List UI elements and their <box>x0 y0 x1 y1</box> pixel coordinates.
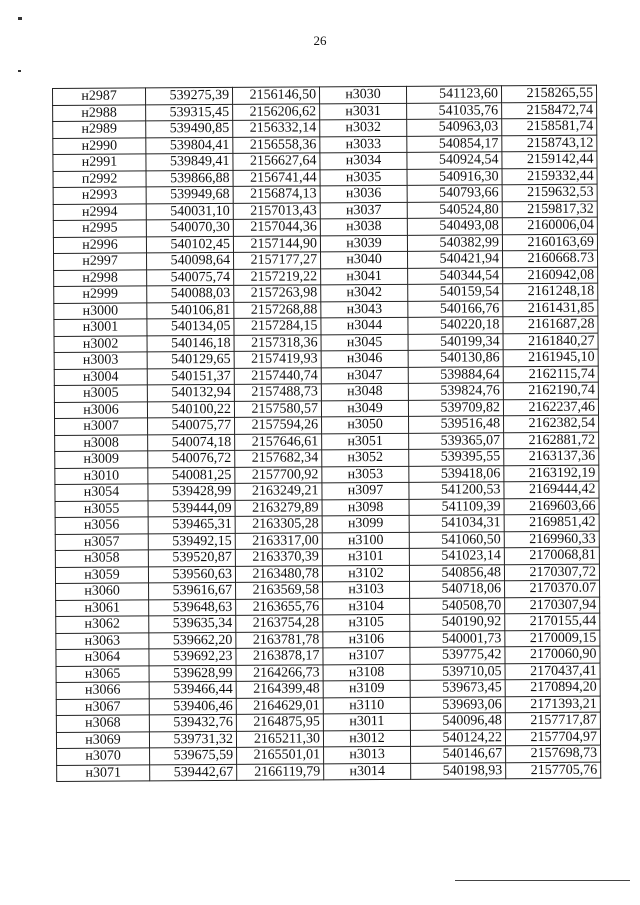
point-id-cell: н3048 <box>321 383 408 400</box>
y-coordinate-cell: 2156206,62 <box>233 103 320 120</box>
y-coordinate-cell: 2170370.07 <box>505 580 600 597</box>
x-coordinate-cell: 540129,65 <box>147 351 234 368</box>
point-id-cell: н3008 <box>55 434 148 451</box>
y-coordinate-cell: 2163878,17 <box>236 648 323 665</box>
x-coordinate-cell: 540508,70 <box>410 597 505 614</box>
x-coordinate-cell: 540001,73 <box>410 630 505 647</box>
point-id-cell: н3043 <box>321 301 408 318</box>
point-id-cell: н3055 <box>55 500 148 517</box>
point-id-cell: н3040 <box>321 251 408 268</box>
y-coordinate-cell: 2158265,55 <box>501 85 596 102</box>
x-coordinate-cell: 541023,14 <box>409 548 504 565</box>
y-coordinate-cell: 2158743,12 <box>502 135 597 152</box>
y-coordinate-cell: 2157219,22 <box>234 268 321 285</box>
point-id-cell: н2998 <box>54 269 147 286</box>
x-coordinate-cell: 540134,05 <box>147 318 234 335</box>
y-coordinate-cell: 2157698,73 <box>506 745 601 762</box>
x-coordinate-cell: 539692,23 <box>149 648 236 665</box>
y-coordinate-cell: 2163305,28 <box>235 516 322 533</box>
x-coordinate-cell: 540098,64 <box>147 252 234 269</box>
point-id-cell: н3098 <box>322 499 409 516</box>
y-coordinate-cell: 2157580,57 <box>234 400 321 417</box>
x-coordinate-cell: 540102,45 <box>146 236 233 253</box>
y-coordinate-cell: 2162881,72 <box>504 432 599 449</box>
point-id-cell: н3042 <box>321 284 408 301</box>
y-coordinate-cell: 2164266,73 <box>236 664 323 681</box>
y-coordinate-cell: 2169960,33 <box>504 531 599 548</box>
point-id-cell: н2996 <box>53 236 146 253</box>
x-coordinate-cell: 540100,22 <box>147 401 234 418</box>
point-id-cell: н3056 <box>55 517 148 534</box>
point-id-cell: н3101 <box>322 548 409 565</box>
point-id-cell: н3059 <box>55 566 148 583</box>
point-id-cell: н3010 <box>55 467 148 484</box>
x-coordinate-cell: 539560,63 <box>148 566 235 583</box>
x-coordinate-cell: 540220,18 <box>408 317 503 334</box>
point-id-cell: н3007 <box>55 418 148 435</box>
point-id-cell: н3054 <box>55 484 148 501</box>
y-coordinate-cell: 2163279,89 <box>235 499 322 516</box>
y-coordinate-cell: 2156146,50 <box>232 87 319 104</box>
y-coordinate-cell: 2157440,74 <box>234 367 321 384</box>
point-id-cell: н3030 <box>319 86 406 103</box>
point-id-cell: н3044 <box>321 317 408 334</box>
point-id-cell: н3097 <box>322 482 409 499</box>
x-coordinate-cell: 540198,93 <box>411 762 506 779</box>
x-coordinate-cell: 539275,39 <box>146 87 233 104</box>
y-coordinate-cell: 2165211,30 <box>236 730 323 747</box>
x-coordinate-cell: 540074,18 <box>148 434 235 451</box>
scan-mark <box>18 70 21 72</box>
y-coordinate-cell: 2164629,01 <box>236 697 323 714</box>
x-coordinate-cell: 540146,67 <box>411 746 506 763</box>
x-coordinate-cell: 540382,99 <box>407 234 502 251</box>
page-number: 26 <box>313 33 327 48</box>
y-coordinate-cell: 2157704,97 <box>505 729 600 746</box>
y-coordinate-cell: 2169603,66 <box>504 498 599 515</box>
point-id-cell: н2991 <box>53 154 146 171</box>
y-coordinate-cell: 2156741,44 <box>233 169 320 186</box>
x-coordinate-cell: 541035,76 <box>407 102 502 119</box>
x-coordinate-cell: 539675,59 <box>150 747 237 764</box>
y-coordinate-cell: 2159332,44 <box>502 168 597 185</box>
point-id-cell: н3047 <box>321 367 408 384</box>
point-id-cell: н3000 <box>54 302 147 319</box>
footer-divider <box>455 880 630 881</box>
y-coordinate-cell: 2163655,76 <box>236 598 323 615</box>
y-coordinate-cell: 2157594,26 <box>235 417 322 434</box>
y-coordinate-cell: 2162237,46 <box>503 399 598 416</box>
point-id-cell: н3061 <box>56 599 149 616</box>
y-coordinate-cell: 2170068,81 <box>504 547 599 564</box>
y-coordinate-cell: 2163370,39 <box>235 549 322 566</box>
y-coordinate-cell: 2169444,42 <box>504 481 599 498</box>
point-id-cell: н3068 <box>56 715 149 732</box>
y-coordinate-cell: 2157717,87 <box>505 712 600 729</box>
point-id-cell: н3036 <box>320 185 407 202</box>
x-coordinate-cell: 539466,44 <box>149 681 236 698</box>
point-id-cell: н3100 <box>322 532 409 549</box>
x-coordinate-cell: 540199,34 <box>408 333 503 350</box>
x-coordinate-cell: 540166,76 <box>408 300 503 317</box>
point-id-cell: н3102 <box>322 565 409 582</box>
x-coordinate-cell: 540146,18 <box>147 335 234 352</box>
point-id-cell: н3109 <box>323 680 410 697</box>
point-id-cell: н3006 <box>54 401 147 418</box>
point-id-cell: н2994 <box>53 203 146 220</box>
y-coordinate-cell: 2157419,93 <box>234 351 321 368</box>
point-id-cell: н3066 <box>56 682 149 699</box>
x-coordinate-cell: 539444,09 <box>148 500 235 517</box>
y-coordinate-cell: 2170307,72 <box>504 564 599 581</box>
y-coordinate-cell: 2161431,85 <box>503 300 598 317</box>
point-id-cell: н3009 <box>55 451 148 468</box>
x-coordinate-cell: 539662,20 <box>149 632 236 649</box>
y-coordinate-cell: 2163781,78 <box>236 631 323 648</box>
x-coordinate-cell: 540524,80 <box>407 201 502 218</box>
x-coordinate-cell: 539465,31 <box>148 516 235 533</box>
y-coordinate-cell: 2160163,69 <box>502 234 597 251</box>
point-id-cell: н3104 <box>323 598 410 615</box>
x-coordinate-cell: 541034,31 <box>409 515 504 532</box>
x-coordinate-cell: 539949,68 <box>146 186 233 203</box>
point-id-cell: н2989 <box>53 121 146 138</box>
x-coordinate-cell: 540132,94 <box>147 384 234 401</box>
y-coordinate-cell: 2159817,32 <box>502 201 597 218</box>
y-coordinate-cell: 2170060,90 <box>505 646 600 663</box>
x-coordinate-cell: 540421,94 <box>408 251 503 268</box>
x-coordinate-cell: 540856,48 <box>409 564 504 581</box>
x-coordinate-cell: 540493,08 <box>407 218 502 235</box>
point-id-cell: н2997 <box>54 253 147 270</box>
x-coordinate-cell: 540106,81 <box>147 302 234 319</box>
x-coordinate-cell: 539315,45 <box>146 104 233 121</box>
x-coordinate-cell: 540076,72 <box>148 450 235 467</box>
point-id-cell: н3071 <box>57 764 150 781</box>
point-id-cell: н2988 <box>53 104 146 121</box>
point-id-cell: н3065 <box>56 665 149 682</box>
x-coordinate-cell: 539804,41 <box>146 137 233 154</box>
point-id-cell: н3001 <box>54 319 147 336</box>
point-id-cell: н3058 <box>55 550 148 567</box>
x-coordinate-cell: 539490,85 <box>146 120 233 137</box>
point-id-cell: н3067 <box>56 698 149 715</box>
y-coordinate-cell: 2158581,74 <box>502 118 597 135</box>
y-coordinate-cell: 2163754,28 <box>236 615 323 632</box>
y-coordinate-cell: 2166119,79 <box>237 763 324 780</box>
point-id-cell: н3107 <box>323 647 410 664</box>
x-coordinate-cell: 539866,88 <box>146 170 233 187</box>
point-id-cell: н3038 <box>320 218 407 235</box>
x-coordinate-cell: 540096,48 <box>410 713 505 730</box>
x-coordinate-cell: 539673,45 <box>410 680 505 697</box>
point-id-cell: н3005 <box>54 385 147 402</box>
x-coordinate-cell: 540070,30 <box>146 219 233 236</box>
y-coordinate-cell: 2157318,36 <box>234 334 321 351</box>
point-id-cell: н3103 <box>323 581 410 598</box>
point-id-cell: н3099 <box>322 515 409 532</box>
y-coordinate-cell: 2159142,44 <box>502 151 597 168</box>
y-coordinate-cell: 2157700,92 <box>235 466 322 483</box>
point-id-cell: н3069 <box>56 731 149 748</box>
x-coordinate-cell: 539775,42 <box>410 647 505 664</box>
x-coordinate-cell: 539628,99 <box>149 665 236 682</box>
point-id-cell: п2992 <box>53 170 146 187</box>
y-coordinate-cell: 2165501,01 <box>237 747 324 764</box>
y-coordinate-cell: 2158472,74 <box>502 102 597 119</box>
y-coordinate-cell: 2163249,21 <box>235 483 322 500</box>
x-coordinate-cell: 540075,77 <box>148 417 235 434</box>
x-coordinate-cell: 539442,67 <box>150 764 237 781</box>
y-coordinate-cell: 2163317,00 <box>235 532 322 549</box>
point-id-cell: н3052 <box>322 449 409 466</box>
y-coordinate-cell: 2161687,28 <box>503 316 598 333</box>
x-coordinate-cell: 540190,92 <box>410 614 505 631</box>
point-id-cell: н3060 <box>56 583 149 600</box>
x-coordinate-cell: 539406,46 <box>149 698 236 715</box>
x-coordinate-cell: 539709,82 <box>408 399 503 416</box>
point-id-cell: н3039 <box>320 235 407 252</box>
point-id-cell: н2999 <box>54 286 147 303</box>
point-id-cell: н3064 <box>56 649 149 666</box>
x-coordinate-cell: 540718,06 <box>410 581 505 598</box>
table-row <box>57 762 601 782</box>
x-coordinate-cell: 540081,25 <box>148 467 235 484</box>
x-coordinate-cell: 539731,32 <box>149 731 236 748</box>
point-id-cell: н3013 <box>324 746 411 763</box>
y-coordinate-cell: 2157013,43 <box>233 202 320 219</box>
coordinates-table <box>52 85 601 782</box>
y-coordinate-cell: 2162382,54 <box>504 415 599 432</box>
x-coordinate-cell: 539635,34 <box>149 615 236 632</box>
y-coordinate-cell: 2157044,36 <box>233 219 320 236</box>
point-id-cell: н3041 <box>321 268 408 285</box>
x-coordinate-cell: 539520,87 <box>148 549 235 566</box>
scan-mark <box>18 17 22 20</box>
y-coordinate-cell: 2160942,08 <box>503 267 598 284</box>
point-id-cell: н3105 <box>323 614 410 631</box>
x-coordinate-cell: 540075,74 <box>147 269 234 286</box>
point-id-cell: н3045 <box>321 334 408 351</box>
coordinates-table-wrapper <box>52 85 601 782</box>
x-coordinate-cell: 539849,41 <box>146 153 233 170</box>
point-id-cell: н3062 <box>56 616 149 633</box>
x-coordinate-cell: 539432,76 <box>149 714 236 731</box>
x-coordinate-cell: 540124,22 <box>410 729 505 746</box>
x-coordinate-cell: 540793,66 <box>407 185 502 202</box>
y-coordinate-cell: 2157263,98 <box>234 285 321 302</box>
y-coordinate-cell: 2164875,95 <box>236 714 323 731</box>
y-coordinate-cell: 2157284,15 <box>234 318 321 335</box>
point-id-cell: н3034 <box>320 152 407 169</box>
x-coordinate-cell: 541123,60 <box>406 86 501 103</box>
y-coordinate-cell: 2159632,53 <box>502 184 597 201</box>
y-coordinate-cell: 2170437,41 <box>505 663 600 680</box>
point-id-cell: н3053 <box>322 466 409 483</box>
y-coordinate-cell: 2156627,64 <box>233 153 320 170</box>
point-id-cell: н3063 <box>56 632 149 649</box>
x-coordinate-cell: 541060,50 <box>409 531 504 548</box>
y-coordinate-cell: 2157646,61 <box>235 433 322 450</box>
point-id-cell: н3012 <box>323 730 410 747</box>
point-id-cell: н3003 <box>54 352 147 369</box>
point-id-cell: н2987 <box>53 88 146 105</box>
y-coordinate-cell: 2162190,74 <box>503 382 598 399</box>
x-coordinate-cell: 540924,54 <box>407 152 502 169</box>
x-coordinate-cell: 539616,67 <box>149 582 236 599</box>
y-coordinate-cell: 2156874,13 <box>233 186 320 203</box>
y-coordinate-cell: 2161840,27 <box>503 333 598 350</box>
point-id-cell: н3011 <box>323 713 410 730</box>
y-coordinate-cell: 2161248,18 <box>503 283 598 300</box>
x-coordinate-cell: 539693,06 <box>410 696 505 713</box>
y-coordinate-cell: 2157177,27 <box>234 252 321 269</box>
x-coordinate-cell: 539365,07 <box>409 432 504 449</box>
y-coordinate-cell: 2157144,90 <box>233 235 320 252</box>
x-coordinate-cell: 540088,03 <box>147 285 234 302</box>
y-coordinate-cell: 2170155,44 <box>505 613 600 630</box>
point-id-cell: н2995 <box>53 220 146 237</box>
point-id-cell: н3033 <box>320 136 407 153</box>
x-coordinate-cell: 539492,15 <box>148 533 235 550</box>
x-coordinate-cell: 540344,54 <box>408 267 503 284</box>
y-coordinate-cell: 2157682,34 <box>235 450 322 467</box>
x-coordinate-cell: 540854,17 <box>407 135 502 152</box>
point-id-cell: н2990 <box>53 137 146 154</box>
x-coordinate-cell: 540130,86 <box>408 350 503 367</box>
y-coordinate-cell: 2157705,76 <box>506 762 601 779</box>
y-coordinate-cell: 2163480,78 <box>235 565 322 582</box>
y-coordinate-cell: 2157488,73 <box>234 384 321 401</box>
point-id-cell: н3051 <box>322 433 409 450</box>
x-coordinate-cell: 539516,48 <box>409 416 504 433</box>
y-coordinate-cell: 2156558,36 <box>233 136 320 153</box>
y-coordinate-cell: 2160006,04 <box>502 217 597 234</box>
y-coordinate-cell: 2169851,42 <box>504 514 599 531</box>
x-coordinate-cell: 539648,63 <box>149 599 236 616</box>
y-coordinate-cell: 2164399,48 <box>236 681 323 698</box>
x-coordinate-cell: 540916,30 <box>407 168 502 185</box>
x-coordinate-cell: 540031,10 <box>146 203 233 220</box>
point-id-cell: н2993 <box>53 187 146 204</box>
y-coordinate-cell: 2163569,58 <box>236 582 323 599</box>
y-coordinate-cell: 2161945,10 <box>503 349 598 366</box>
point-id-cell: н3057 <box>55 533 148 550</box>
point-id-cell: н3032 <box>320 119 407 136</box>
y-coordinate-cell: 2156332,14 <box>233 120 320 137</box>
point-id-cell: н3035 <box>320 169 407 186</box>
y-coordinate-cell: 2157268,88 <box>234 301 321 318</box>
x-coordinate-cell: 539710,05 <box>410 663 505 680</box>
x-coordinate-cell: 539418,06 <box>409 465 504 482</box>
y-coordinate-cell: 2163192,19 <box>504 465 599 482</box>
point-id-cell: н3106 <box>323 631 410 648</box>
x-coordinate-cell: 541109,39 <box>409 498 504 515</box>
x-coordinate-cell: 540963,03 <box>407 119 502 136</box>
y-coordinate-cell: 2160668.73 <box>503 250 598 267</box>
x-coordinate-cell: 540159,54 <box>408 284 503 301</box>
point-id-cell: н3002 <box>54 335 147 352</box>
y-coordinate-cell: 2170009,15 <box>505 630 600 647</box>
table-body <box>53 85 601 781</box>
x-coordinate-cell: 540151,37 <box>147 368 234 385</box>
point-id-cell: н3049 <box>321 400 408 417</box>
point-id-cell: н3037 <box>320 202 407 219</box>
point-id-cell: н3110 <box>323 697 410 714</box>
y-coordinate-cell: 2170307,94 <box>505 597 600 614</box>
x-coordinate-cell: 539824,76 <box>408 383 503 400</box>
point-id-cell: н3014 <box>324 763 411 780</box>
point-id-cell: н3046 <box>321 350 408 367</box>
x-coordinate-cell: 539428,99 <box>148 483 235 500</box>
x-coordinate-cell: 539884,64 <box>408 366 503 383</box>
point-id-cell: н3108 <box>323 664 410 681</box>
y-coordinate-cell: 2171393,21 <box>505 696 600 713</box>
x-coordinate-cell: 539395,55 <box>409 449 504 466</box>
point-id-cell: н3070 <box>57 748 150 765</box>
y-coordinate-cell: 2163137,36 <box>504 448 599 465</box>
x-coordinate-cell: 541200,53 <box>409 482 504 499</box>
y-coordinate-cell: 2170894,20 <box>505 679 600 696</box>
point-id-cell: н3004 <box>54 368 147 385</box>
point-id-cell: н3031 <box>320 103 407 120</box>
point-id-cell: н3050 <box>322 416 409 433</box>
y-coordinate-cell: 2162115,74 <box>503 366 598 383</box>
